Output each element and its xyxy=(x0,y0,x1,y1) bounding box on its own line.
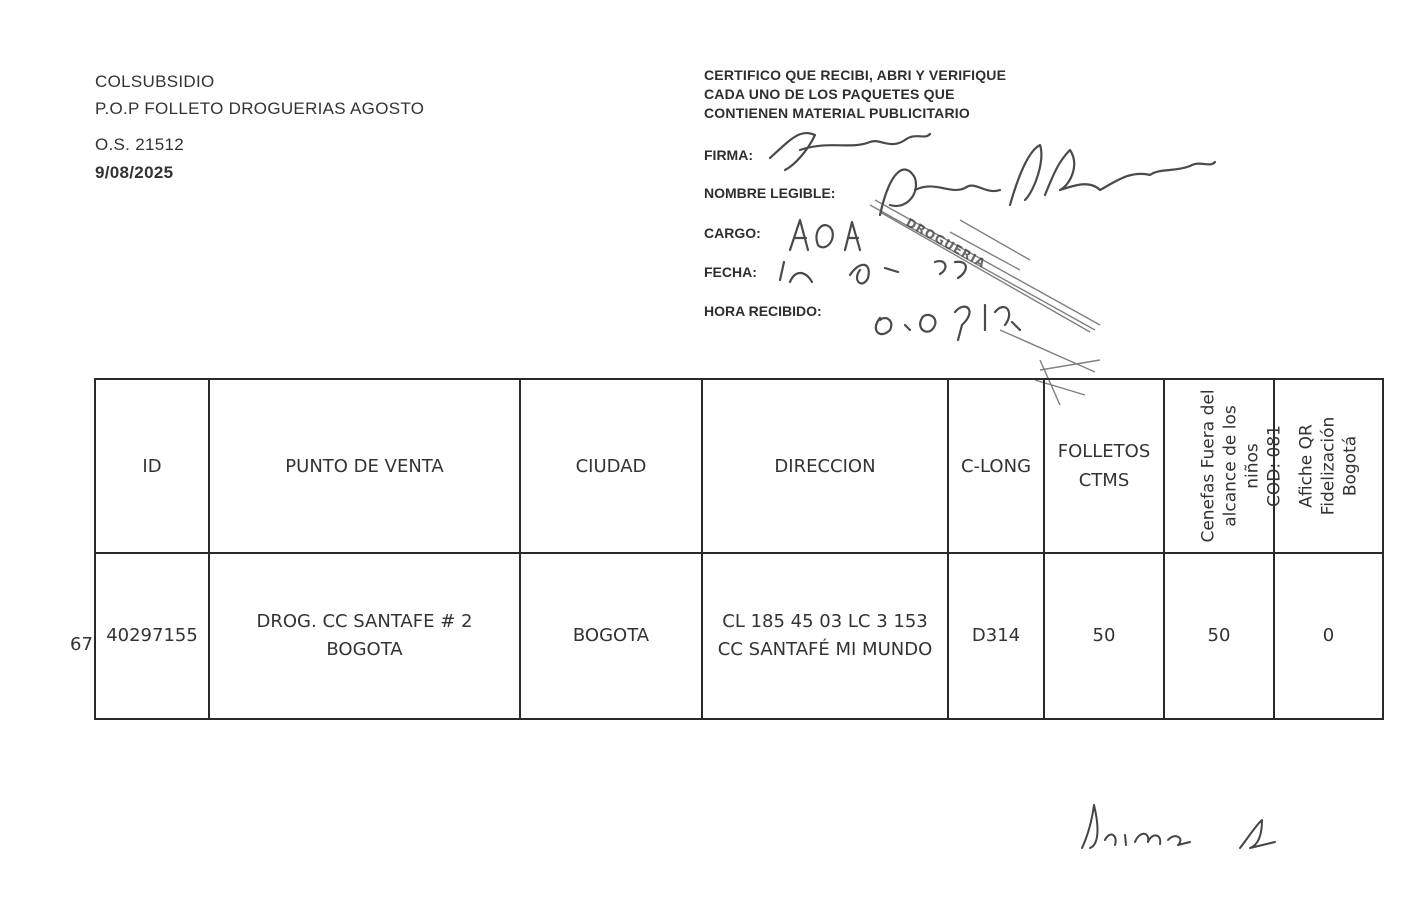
col-header-direccion-label: DIRECCION xyxy=(774,455,876,477)
col-header-punto-de-venta xyxy=(209,379,520,553)
stamp-mark xyxy=(870,200,1100,405)
cell-punto-line-2: BOGOTA xyxy=(326,639,403,660)
cell-direccion-line-1: CL 185 45 03 LC 3 153 xyxy=(722,611,928,632)
col-header-folletos-line-2: CTMS xyxy=(1078,470,1130,491)
certification-line-3: CONTIENEN MATERIAL PUBLICITARIO xyxy=(704,105,970,121)
cell-c-long: D314 xyxy=(948,553,1044,719)
bottom-signature xyxy=(1082,805,1275,848)
delivery-table xyxy=(94,378,1384,720)
cenefas-line-2: alcance de los xyxy=(1220,405,1241,527)
cell-folletos: 50 xyxy=(1044,553,1164,719)
cell-direccion-line-2: CC SANTAFÉ MI MUNDO xyxy=(717,639,933,660)
col-header-ciudad-label: CIUDAD xyxy=(575,455,647,477)
col-header-cenefas-label xyxy=(1198,389,1286,542)
firma-signature xyxy=(770,133,930,170)
company-name: COLSUBSIDIO xyxy=(95,72,215,91)
cenefas-line-1: Cenefas Fuera del xyxy=(1198,389,1219,543)
fecha-label: FECHA: xyxy=(704,264,757,280)
nombre-handwriting xyxy=(880,145,1215,215)
afiche-line-2: Fidelización xyxy=(1318,416,1339,516)
col-header-afiche-label xyxy=(1295,417,1361,516)
col-header-cenefas xyxy=(1164,379,1285,553)
certification-line-1: CERTIFICO QUE RECIBI, ABRI Y VERIFIQUE xyxy=(704,67,1007,83)
afiche-line-3: Bogotá xyxy=(1340,435,1361,497)
cell-punto-line-1: DROG. CC SANTAFE # 2 xyxy=(256,611,473,632)
row-number: 67 xyxy=(70,634,93,655)
col-header-folletos-line-1: FOLLETOS xyxy=(1057,441,1151,462)
col-header-id xyxy=(95,379,209,553)
col-header-c-long xyxy=(948,379,1044,553)
cargo-handwriting xyxy=(790,220,860,250)
certification-statement xyxy=(704,66,1006,123)
cell-cenefas: 50 xyxy=(1164,553,1274,719)
fecha-handwriting xyxy=(780,261,966,283)
col-header-punto-label: PUNTO DE VENTA xyxy=(285,455,444,477)
col-header-afiche xyxy=(1274,379,1383,553)
order-number: O.S. 21512 xyxy=(95,135,185,154)
cell-direccion xyxy=(702,553,948,719)
cell-afiche: 0 xyxy=(1274,553,1383,719)
certification-line-2: CADA UNO DE LOS PAQUETES QUE xyxy=(704,86,955,102)
col-header-clong-label: C-LONG xyxy=(960,455,1032,477)
firma-label: FIRMA: xyxy=(704,147,753,163)
col-header-id-label: ID xyxy=(142,455,162,477)
campaign-title: P.O.P FOLLETO DROGUERIAS AGOSTO xyxy=(95,99,425,118)
table-row xyxy=(95,553,1383,719)
col-header-direccion xyxy=(702,379,948,553)
cenefas-line-4: COD: 081 xyxy=(1264,425,1285,507)
document-date: 9/08/2025 xyxy=(95,163,174,182)
stamp-text: DROGUERIA xyxy=(903,215,989,271)
cell-ciudad: BOGOTA xyxy=(520,553,702,719)
col-header-ciudad xyxy=(520,379,702,553)
hora-handwriting xyxy=(876,305,1020,340)
hora-recibido-label: HORA RECIBIDO: xyxy=(704,303,822,319)
table-header-row xyxy=(95,379,1383,553)
cargo-label: CARGO: xyxy=(704,225,761,241)
afiche-line-1: Afiche QR xyxy=(1296,424,1317,508)
cenefas-line-3: niños xyxy=(1242,443,1263,489)
col-header-folletos xyxy=(1044,379,1164,553)
cell-punto-de-venta xyxy=(209,553,520,719)
cell-id: 40297155 xyxy=(95,553,209,719)
nombre-legible-label: NOMBRE LEGIBLE: xyxy=(704,185,836,201)
